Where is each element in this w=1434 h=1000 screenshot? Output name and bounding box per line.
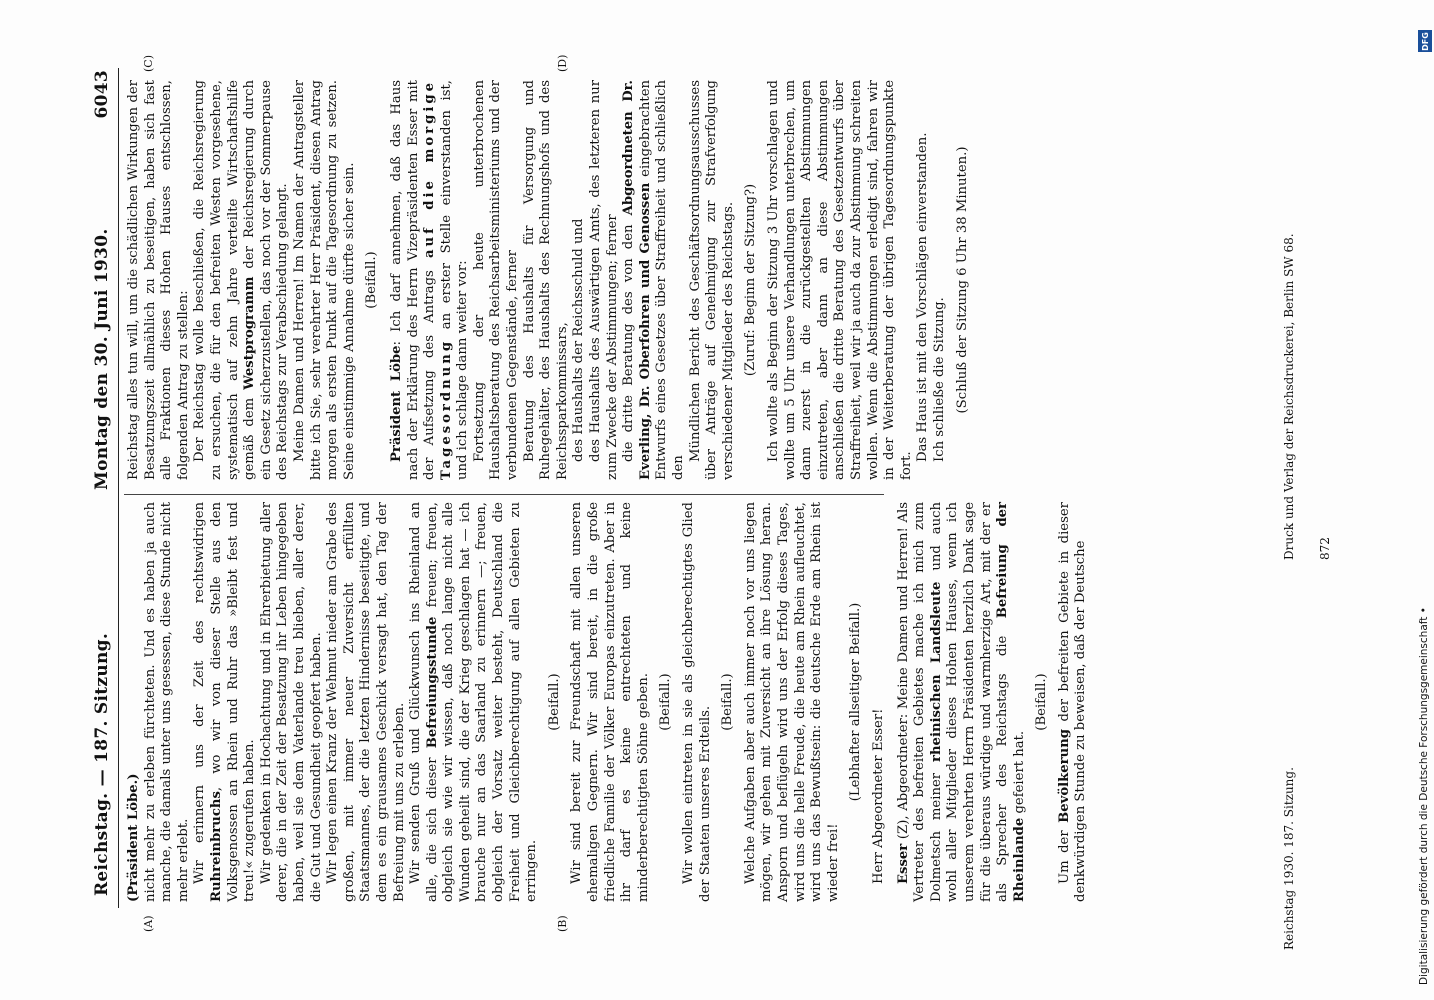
paragraph: Esser (Z), Abgeordneter: Meine Damen und Herren! Als Vertreter des befreiten Gebietes mache ich mich zum Dolmetsch meiner rheinischen Landsleute und auch wohl aller Mitglieder dieses Hohen Hauses, wenn ich unserem verehrten Herrn Präsidenten herzlich Dank sage für die überaus würdige und warmherzige Art, mit der er als Sprecher des Reichstags die Befreiung der Rheinlande gefeiert hat. bbox=[895, 501, 1027, 902]
footer-page-number: 872 bbox=[1318, 537, 1332, 560]
paragraph: Wir erinnern uns der Zeit des rechtswidrigen Ruhreinbruchs, wo wir von dieser Stelle aus den Volksgenossen an Rhein und Ruhr das »Bleibt fest und treu!« zugerufen haben. bbox=[192, 502, 258, 902]
paragraph: Welche Aufgaben aber auch immer noch vor uns liegen mögen, wir gehen mit Zuversicht an ihre Lösung heran. Ansporn und beflügeln wird uns der Erfolg dieses Tages, wird uns die helle Freude, die heute am Rhein aufleuchtet, wird uns das Bewußtsein: die deutsche Erde am Rhein ist wieder frei! bbox=[742, 502, 841, 902]
paragraph: Herr Abgeordneter Esser! bbox=[870, 708, 886, 884]
paragraph: Wir senden Gruß und Glückwunsch ins Rheinland an alle, die sich dieser Befreiungsstunde freuen; freuen, obgleich sie wie wir wissen, daß noch lange nicht alle Wunden geheilt sind, die der Krieg geschlagen hat — ich brauche nur an das Saarland zu erinnern —; freuen, obgleich der Vorsatz weiter besteht, Deutschland die Freiheit und Gleichberechtigung auf allen Gebieten zu erringen. bbox=[408, 502, 540, 902]
applause-note: (Beifall.) bbox=[658, 673, 674, 731]
agenda-item: des Haushalts des Auswärtigen Amts, des letzteren nur zum Zwecke der Abstimmungen; ferner bbox=[588, 80, 620, 480]
paragraph: Wir wollen eintreten in sie als gleichberechtigtes Glied der Staaten unseres Erdteils. bbox=[681, 502, 713, 902]
paragraph: Das Haus ist mit den Vorschlägen einverstanden. bbox=[915, 132, 931, 462]
header-center: Montag den 30. Juni 1930. bbox=[92, 228, 112, 490]
left-column bbox=[126, 502, 1090, 902]
applause-note: (Beifall.) bbox=[364, 251, 380, 309]
motion-text: Der Reichstag wolle beschließen, die Reichsregierung zu ersuchen, die für den befreiten Westen vorgesehene, systematisch auf zehn Jahre verteilte Wirtschaftshilfe gemäß dem Westprogramm der Reichsregierung durch ein Gesetz sicherzustellen, das noch vor der Sommerpause des Reichstags zur Verabschiedung gelangt. bbox=[192, 80, 291, 480]
agenda-item: die dritte Beratung des von den Abgeordneten Dr. Everling, Dr. Oberfohren und Genossen eingebrachten Entwurfs eines Gesetzes über Straffreiheit und schließlich den bbox=[621, 80, 686, 480]
agenda-item: Beratung des Haushalts für Versorgung und Ruhegehälter, des Haushalts des Rechnungshofs und des Reichssparkommissars, bbox=[521, 80, 570, 480]
footer-printer: Druck und Verlag der Reichsdruckerei, Berlin SW 68. bbox=[1282, 233, 1296, 560]
applause-note: (Beifall.) bbox=[1034, 673, 1050, 731]
digitization-note: Digitalisierung gefördert durch die Deutsche Forschungsgemeinschaft • bbox=[1418, 607, 1430, 985]
dfg-logo: DFG bbox=[1418, 30, 1432, 52]
applause-note: (Beifall.) bbox=[720, 673, 736, 731]
applause-note: (Beifall.) bbox=[546, 673, 562, 731]
applause-note: (Lebhafter allseitiger Beifall.) bbox=[848, 602, 864, 802]
paragraph: Präsident Löbe: Ich darf annehmen, daß das Haus nach der Erklärung des Herrn Vizepräsidenten Esser mit der Aufsetzung des Antrags auf die morgige Tagesordnung an erster Stelle einverstanden ist, und ich schlage dann weiter vor: bbox=[388, 79, 471, 480]
session-close-note: (Schluß der Sitzung 6 Uhr 38 Minuten.) bbox=[954, 146, 970, 414]
paragraph: Ich wollte als Beginn der Sitzung 3 Uhr vorschlagen und wollte um 5 Uhr unsere Verhandlungen unterbrechen, um dann zuerst in die zurückgestellten Abstimmungen einzutreten, aber dann an diese Abstimmungen anschließen die dritte Beratung des Gesetzentwurfs über Straffreiheit, weil wir ja auch da zur Abstimmung schreiten wollen. Wenn die Abstimmungen erledigt sind, fahren wir in der Weiterberatung der übrigen Tagesordnungspunkte fort. bbox=[765, 80, 914, 480]
paragraph: Meine Damen und Herren! Im Namen der Antragsteller bitte ich Sie, sehr verehrter Herr Präsident, diesen Antrag morgen als ersten Punkt auf die Tagesordnung zu setzen. Seine einstimmige Annahme dürfte sicher sein. bbox=[291, 80, 357, 480]
paragraph: Wir legen einen Kranz der Wehmut nieder am Grabe des großen, mit immer neuer Zuversicht erfüllten Staatsmannes, der die letzten Hindernisse beseitigte, und dem es ein grausames Geschick versagt hat, den Tag der Befreiung mit uns zu erleben. bbox=[325, 502, 407, 902]
agenda-item: Fortsetzung der heute unterbrochenen Haushaltsberatung des Reichsarbeitsministeriums und der verbundenen Gegenstände, ferner bbox=[471, 80, 521, 480]
header-rule bbox=[118, 68, 119, 908]
margin-mark-a: (A) bbox=[142, 915, 155, 932]
margin-mark-d: (D) bbox=[556, 54, 569, 72]
agenda-item: Mündlichen Bericht des Geschäftsordnungsausschusses über Anträge auf Genehmigung zur Strafverfolgung verschiedener Mitglieder des Reichstags. bbox=[687, 80, 736, 480]
footer-left: Reichstag 1930. 187. Sitzung. bbox=[1282, 767, 1296, 950]
agenda-item: des Haushalts der Reichsschuld und bbox=[571, 218, 587, 462]
speaker-label: (Präsident Löbe.) bbox=[126, 773, 141, 902]
interjection-note: (Zuruf: Beginn der Sitzung?) bbox=[743, 183, 759, 377]
header-page-number: 6043 bbox=[92, 70, 112, 119]
column-divider bbox=[124, 494, 884, 495]
margin-mark-c: (C) bbox=[142, 55, 155, 72]
paragraph: Um der Bevölkerung der befreiten Gebiete in dieser denkwürdigen Stunde zu beweisen, daß der Deutsche bbox=[1056, 502, 1089, 902]
paragraph: Wir sind bereit zur Freundschaft mit allen unseren ehemaligen Gegnern. Wir sind bereit, in die große friedliche Familie der Völker Europas einzutreten. Aber in ihr darf es keine entrechteten und keine minderberechtigten Söhne geben. bbox=[569, 502, 651, 902]
right-column bbox=[126, 80, 977, 480]
paragraph: nicht mehr zu erleben fürchteten. Und es haben ja auch manche, die damals unter uns gesessen, diese Stunde nicht mehr erlebt. bbox=[142, 502, 191, 902]
paragraph: Ich schließe die Sitzung. bbox=[931, 297, 947, 462]
margin-mark-b: (B) bbox=[556, 915, 569, 932]
header-left: Reichstag. — 187. Sitzung. bbox=[92, 632, 112, 896]
paragraph: Reichstag alles tun will, um die schädlichen Wirkungen der Besatzungszeit allmählich zu beseitigen, haben sich fast alle Fraktionen dieses Hohen Hauses entschlossen, folgenden Antrag zu stellen: bbox=[126, 80, 191, 480]
paragraph: Wir gedenken in Hochachtung und in Ehrerbietung aller derer, die in der Zeit der Besatzung ihr Leben hingegeben haben, weil sie dem Vaterlande treu blieben, aller derer, die Gut und Gesundheit geopfert haben. bbox=[258, 502, 324, 902]
